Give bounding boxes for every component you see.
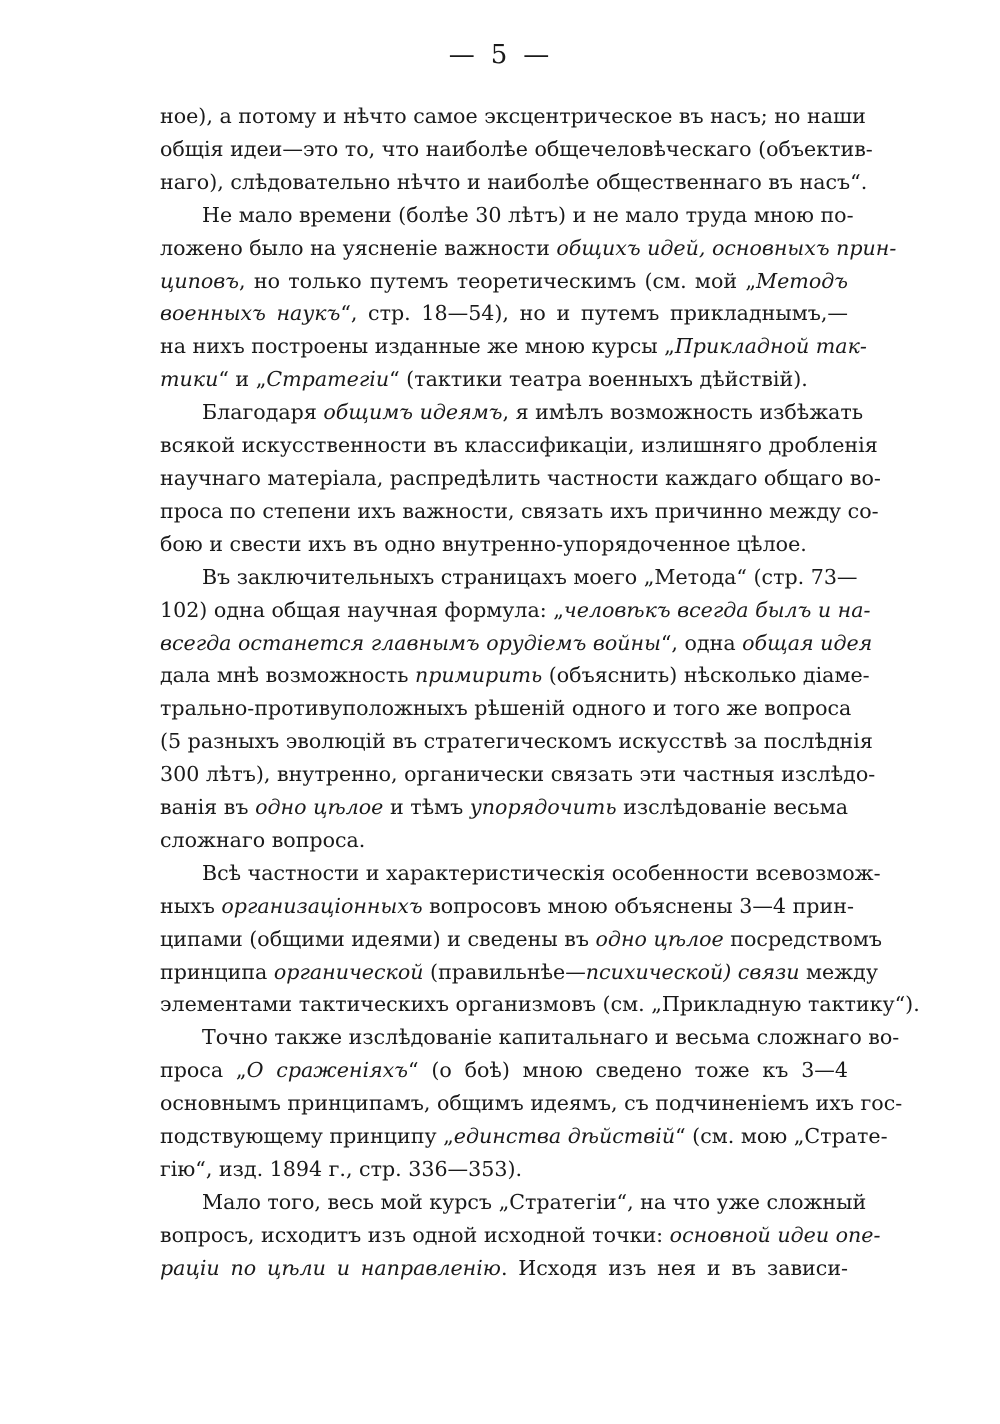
italic-text-run: основной идеи опе- bbox=[669, 1222, 881, 1247]
page-number-value: 5 bbox=[490, 40, 510, 70]
text-run: изслѣдованіе весьма bbox=[616, 795, 849, 820]
italic-text-run: всегда останется главнымъ орудіемъ войны bbox=[160, 630, 661, 655]
text-line bbox=[160, 824, 848, 857]
text-line bbox=[160, 890, 854, 923]
text-run: подствующему принципу „ bbox=[160, 1124, 454, 1149]
page-number bbox=[0, 40, 1000, 70]
text-run: Въ заключительныхъ страницахъ моего „Метода“ (стр. 73— bbox=[202, 564, 858, 589]
text-run: Мало того, весь мой курсъ „Стратегіи“, на что уже сложный bbox=[202, 1189, 867, 1214]
italic-text-run: единства дѣйствій bbox=[453, 1124, 676, 1149]
text-line bbox=[160, 923, 883, 956]
text-run: посредствомъ bbox=[723, 926, 883, 951]
text-run: ное), а потому и нѣчто самое эксцентрическое въ насъ; но наши bbox=[160, 104, 866, 128]
text-run: 102) одна общая научная формула: „ bbox=[160, 597, 564, 622]
italic-text-run: общимъ идеямъ bbox=[323, 400, 503, 425]
text-run: общія идеи—это то, что наиболѣе общечеловѣческаго (объектив- bbox=[160, 136, 873, 161]
text-line bbox=[160, 1021, 900, 1054]
text-run: между bbox=[799, 959, 878, 984]
text-run: ложено было на уясненіе важности bbox=[160, 235, 557, 260]
italic-text-run: военныхъ наукъ bbox=[160, 301, 341, 326]
text-run: (5 разныхъ эволюцій въ стратегическомъ искусствѣ за послѣднія bbox=[160, 729, 873, 754]
text-run: сложнаго вопроса. bbox=[160, 827, 366, 852]
text-run: бою и свести ихъ въ одно внутренно-упорядоченное цѣлое. bbox=[160, 531, 807, 556]
text-run: вопросъ, исходитъ изъ одной исходной точки: bbox=[160, 1222, 670, 1247]
text-line bbox=[160, 1054, 848, 1087]
text-line bbox=[160, 363, 848, 396]
text-line bbox=[160, 166, 868, 199]
text-run: проса по степени ихъ важности, связать ихъ причинно между со- bbox=[160, 498, 879, 523]
italic-text-run: общая идея bbox=[742, 630, 873, 655]
italic-text-run: психической) связи bbox=[585, 959, 800, 984]
italic-text-run: примирить bbox=[414, 663, 543, 688]
text-line bbox=[160, 692, 852, 725]
text-run: научнаго матеріала, распредѣлить частности каждаго общаго во- bbox=[160, 465, 881, 490]
text-run: принципа bbox=[160, 959, 274, 984]
text-run: “ (см. мою „Страте- bbox=[675, 1124, 888, 1149]
text-line bbox=[160, 956, 878, 989]
text-line bbox=[160, 594, 871, 627]
body-text bbox=[160, 100, 920, 1285]
italic-text-run: органической bbox=[273, 959, 424, 984]
text-line bbox=[160, 659, 870, 692]
text-run: “ (тактики театра военныхъ дѣйствій). bbox=[389, 367, 808, 392]
text-run: элементами тактическихъ организмовъ (см. „Прикладную тактику“). bbox=[160, 992, 920, 1017]
text-run: вопросовъ мною объяснены 3—4 прин- bbox=[422, 893, 854, 918]
text-line bbox=[160, 1153, 848, 1186]
italic-text-run: общихъ идей, основныхъ прин- bbox=[556, 235, 897, 260]
italic-text-run: человѣкъ всегда былъ и на- bbox=[563, 597, 871, 622]
text-run: Благодаря bbox=[202, 400, 324, 425]
text-run: “ и „ bbox=[218, 367, 267, 392]
page-number-dash-right: — bbox=[523, 40, 552, 70]
text-run: (объяснить) нѣсколько діаме- bbox=[542, 663, 870, 688]
italic-text-run: Методъ bbox=[756, 268, 848, 293]
text-line bbox=[160, 1252, 848, 1285]
text-line bbox=[160, 199, 854, 232]
text-line bbox=[160, 232, 897, 265]
text-run: дала мнѣ возможность bbox=[160, 663, 415, 688]
italic-text-run: одно цѣлое bbox=[595, 926, 724, 951]
text-run: Не мало времени (болѣе 30 лѣтъ) и не мало труда мною по- bbox=[202, 202, 854, 227]
italic-text-run: циповъ bbox=[160, 268, 240, 293]
italic-text-run: раціи по цѣли и направленію bbox=[160, 1255, 501, 1280]
italic-text-run: О сраженіяхъ bbox=[246, 1058, 409, 1083]
italic-text-run: Прикладной так- bbox=[674, 334, 867, 359]
text-line bbox=[160, 330, 867, 363]
text-run: “, стр. 18—54), но и путемъ прикладнымъ,— bbox=[340, 301, 848, 326]
text-line bbox=[160, 100, 866, 133]
text-run: всякой искусственности въ классификаціи, излишняго дробленія bbox=[160, 433, 878, 458]
text-line bbox=[160, 791, 848, 824]
italic-text-run: организаціонныхъ bbox=[221, 893, 423, 918]
italic-text-run: тики bbox=[160, 367, 219, 392]
text-line bbox=[160, 495, 879, 528]
italic-text-run: одно цѣлое bbox=[255, 795, 384, 820]
text-run: . Исходя изъ нея и въ зависи- bbox=[500, 1255, 849, 1280]
text-run: наго), слѣдовательно нѣчто и наиболѣе общественнаго въ насъ“. bbox=[160, 169, 868, 194]
text-line bbox=[160, 462, 881, 495]
text-line bbox=[160, 857, 881, 890]
text-run: Точно также изслѣдованіе капитальнаго и весьма сложнаго во- bbox=[202, 1025, 900, 1050]
text-run: проса „ bbox=[160, 1058, 247, 1083]
text-line bbox=[160, 758, 876, 791]
italic-text-run: упорядочить bbox=[469, 795, 617, 820]
text-run: , но только путемъ теоретическимъ (см. мой „ bbox=[239, 268, 757, 293]
italic-text-run: Стратегіи bbox=[266, 367, 390, 392]
text-run: ципами (общими идеями) и сведены въ bbox=[160, 926, 596, 951]
text-line bbox=[160, 528, 848, 561]
text-line bbox=[160, 627, 873, 660]
text-line bbox=[160, 1186, 867, 1219]
text-line bbox=[160, 133, 873, 166]
text-line bbox=[160, 297, 848, 330]
text-line bbox=[160, 988, 920, 1021]
text-line bbox=[160, 1120, 888, 1153]
text-run: “, одна bbox=[660, 630, 743, 655]
text-line bbox=[160, 429, 878, 462]
text-run: основнымъ принципамъ, общимъ идеямъ, съ подчиненіемъ ихъ гос- bbox=[160, 1091, 903, 1116]
page-number-dash-left: — bbox=[448, 40, 477, 70]
text-run: гію“, изд. 1894 г., стр. 336—353). bbox=[160, 1157, 523, 1181]
text-line bbox=[160, 265, 848, 298]
text-run: (правильнѣе— bbox=[423, 959, 586, 984]
text-run: , я имѣлъ возможность избѣжать bbox=[502, 400, 864, 425]
text-run: “ (о боѣ) мною сведено тоже къ 3—4 bbox=[408, 1058, 848, 1083]
text-run: трально-противуположныхъ рѣшеній одного и того же вопроса bbox=[160, 696, 852, 721]
text-run: 300 лѣтъ), внутренно, органически связать эти частныя изслѣдо- bbox=[160, 762, 876, 787]
text-line bbox=[160, 1219, 881, 1252]
text-run: и тѣмъ bbox=[383, 795, 470, 820]
text-line bbox=[160, 725, 873, 758]
text-line bbox=[160, 1087, 903, 1120]
text-run: на нихъ построены изданные же мною курсы „ bbox=[160, 334, 675, 359]
text-run: ныхъ bbox=[160, 893, 222, 918]
text-line bbox=[160, 396, 864, 429]
text-line bbox=[160, 561, 858, 594]
text-run: ванія въ bbox=[160, 795, 256, 820]
text-run: Всѣ частности и характеристическія особенности всевозмож- bbox=[202, 860, 881, 885]
